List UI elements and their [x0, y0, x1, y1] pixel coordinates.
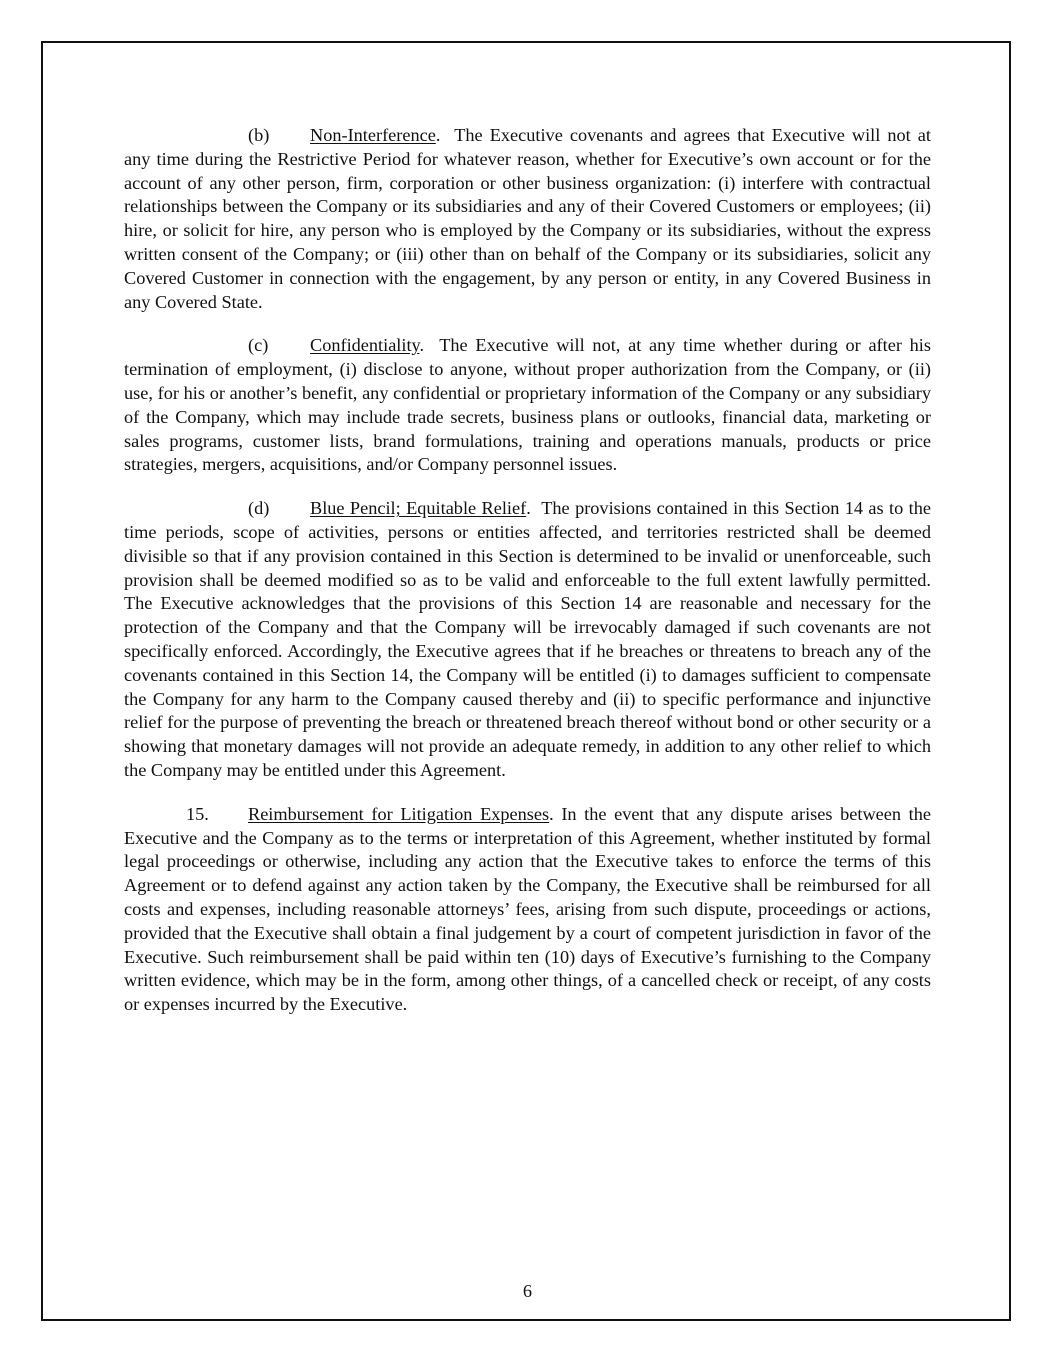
paragraph-text: In the event that any dispute arises between the Executive and the Company as to the terms or interpretation of this Agreement, whether instituted by formal legal proceedings or otherwise, including any action that the Executive takes to enforce the terms of this Agreement or to defend against any action taken by the Company, the Executive shall be reimbursed for all costs and expenses, including reasonable attorneys’ fees, arising from such dispute, proceedings or actions, provided that the Executive shall obtain a final judgement by a court of competent jurisdiction in favor of the Executive. Such reimbursement shall be paid within ten (10) days of Executive’s furnishing to the Company written evidence, which may be in the form, among other things, of a cancelled check or receipt, of any costs or expenses incurred by the Executive. [124, 803, 931, 1015]
paragraph-heading: Reimbursement for Litigation Expenses [248, 803, 550, 824]
paragraph-marker: (c) [248, 335, 269, 356]
paragraph-non-interference: (b) Non-Interference. The Executive covenants and agrees that Executive will not at any time during the Restrictive Period for whatever reason, whether for Executive’s own account or for the account of any other person, firm, corporation or other business organization: (i) interfere with contractual relationships between the Company or its subsidiaries and any of their Covered Customers or employees; (ii) hire, or solicit for hire, any person who is employed by the Company or its subsidiaries, without the express written consent of the Company; or (iii) other than on behalf of the Company or its subsidiaries, solicit any Covered Customer in connection with the engagement, by any person or entity, in any Covered Business in any Covered State. [124, 125, 931, 312]
document-body [124, 124, 931, 1037]
paragraph-heading: Blue Pencil; Equitable Relief [310, 498, 527, 519]
paragraph-text: The provisions contained in this Section 14 as to the time periods, scope of activities, persons or entities affected, and territories restricted shall be deemed divisible so that if any provision contained in this Section is determined to be invalid or unenforceable, such provision shall be deemed modified so as to be valid and enforceable to the full extent lawfully permitted. The Executive acknowledges that the provisions of this Section 14 are reasonable and necessary for the protection of the Company and that the Company will be irrevocably damaged if such covenants are not specifically enforced. Accordingly, the Executive agrees that if he breaches or threatens to breach any of the covenants contained in this Section 14, the Company will be entitled (i) to damages sufficient to compensate the Company for any harm to the Company caused thereby and (ii) to specific performance and injunctive relief for the purpose of preventing the breach or threatened breach thereof without bond or other security or a showing that monetary damages will not provide an adequate remedy, in addition to any other relief to which the Company may be entitled under this Agreement. [124, 498, 931, 780]
paragraph-section-15: 15. Reimbursement for Litigation Expenses. In the event that any dispute arises between the Executive and the Company as to the terms or interpretation of this Agreement, whether instituted by formal legal proceedings or otherwise, including any action that the Executive takes to enforce the terms of this Agreement or to defend against any action taken by the Company, the Executive shall be reimbursed for all costs and expenses, including reasonable attorneys’ fees, arising from such dispute, proceedings or actions, provided that the Executive shall obtain a final judgement by a court of competent jurisdiction in favor of the Executive. Such reimbursement shall be paid within ten (10) days of Executive’s furnishing to the Company written evidence, which may be in the form, among other things, of a cancelled check or receipt, of any costs or expenses incurred by the Executive. [124, 803, 931, 1015]
paragraph-blue-pencil: (d) Blue Pencil; Equitable Relief. The provisions contained in this Section 14 as to the time periods, scope of activities, persons or entities affected, and territories restricted shall be deemed divisible so that if any provision contained in this Section is determined to be invalid or unenforceable, such provision shall be deemed modified so as to be valid and enforceable to the full extent lawfully permitted. The Executive acknowledges that the provisions of this Section 14 are reasonable and necessary for the protection of the Company and that the Company will be irrevocably damaged if such covenants are not specifically enforced. Accordingly, the Executive agrees that if he breaches or threatens to breach any of the covenants contained in this Section 14, the Company will be entitled (i) to damages sufficient to compensate the Company for any harm to the Company caused thereby and (ii) to specific performance and injunctive relief for the purpose of preventing the breach or threatened breach thereof without bond or other security or a showing that monetary damages will not provide an adequate remedy, in addition to any other relief to which the Company may be entitled under this Agreement. [124, 498, 931, 780]
paragraph-heading: Confidentiality [310, 335, 420, 356]
paragraph-marker: (d) [248, 498, 270, 519]
paragraph-text: The Executive will not, at any time whether during or after his termination of employment, (i) disclose to anyone, without proper authorization from the Company, or (ii) use, for his or another’s benefit, any confidential or proprietary information of the Company or any subsidiary of the Company, which may include trade secrets, business plans or outlooks, financial data, marketing or sales programs, customer lists, brand formulations, training and operations manuals, products or price strategies, mergers, acquisitions, and/or Company personnel issues. [124, 335, 932, 475]
paragraph-text: The Executive covenants and agrees that Executive will not at any time during the Restrictive Period for whatever reason, whether for Executive’s own account or for the account of any other person, firm, corporation or other business organization: (i) interfere with contractual relationships between the Company or its subsidiaries and any of their Covered Customers or employees; (ii) hire, or solicit for hire, any person who is employed by the Company or its subsidiaries, without the express written consent of the Company; or (iii) other than on behalf of the Company or its subsidiaries, solicit any Covered Customer in connection with the engagement, by any person or entity, in any Covered Business in any Covered State. [124, 125, 931, 312]
page-number: 6 [522, 1281, 533, 1301]
paragraph-confidentiality: (c) Confidentiality. The Executive will not, at any time whether during or after his termination of employment, (i) disclose to anyone, without proper authorization from the Company, or (ii) use, for his or another’s benefit, any confidential or proprietary information of the Company or any subsidiary of the Company, which may include trade secrets, business plans or outlooks, financial data, marketing or sales programs, customer lists, brand formulations, training and operations manuals, products or price strategies, mergers, acquisitions, and/or Company personnel issues. [124, 335, 932, 475]
paragraph-heading: Non-Interference [310, 125, 436, 145]
paragraph-marker: (b) [248, 125, 270, 145]
section-number: 15. [186, 803, 209, 824]
